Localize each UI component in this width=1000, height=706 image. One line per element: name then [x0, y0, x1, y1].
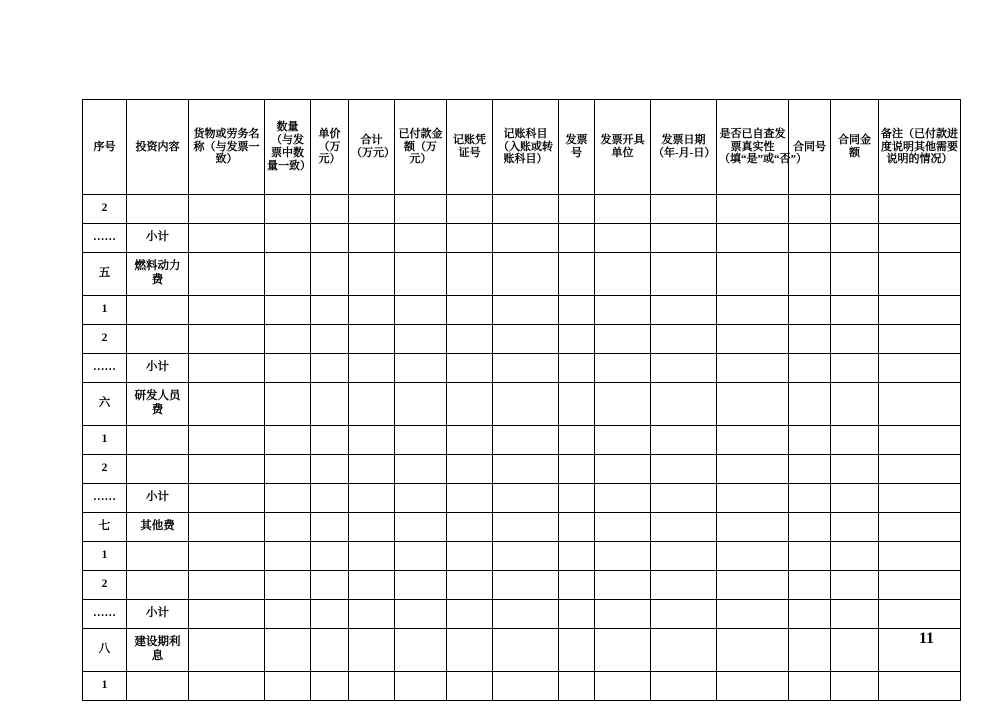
table-cell — [265, 253, 311, 296]
table-cell — [349, 354, 395, 383]
table-cell-investment-content: 小计 — [127, 354, 189, 383]
table-cell — [717, 354, 789, 383]
table-cell — [879, 571, 961, 600]
table-cell — [831, 484, 879, 513]
table-cell — [651, 600, 717, 629]
table-cell — [559, 426, 595, 455]
table-cell — [717, 253, 789, 296]
table-cell-index: 六 — [83, 383, 127, 426]
table-cell-index: 2 — [83, 571, 127, 600]
table-cell — [349, 600, 395, 629]
column-header-account-subject: 记账科目（入账或转账科目） — [493, 100, 559, 195]
table-cell — [559, 600, 595, 629]
table-cell — [395, 672, 447, 701]
table-cell — [559, 455, 595, 484]
table-cell — [493, 629, 559, 672]
table-cell — [717, 542, 789, 571]
table-cell — [595, 571, 651, 600]
table-cell — [395, 600, 447, 629]
table-cell — [189, 542, 265, 571]
table-cell-investment-content: 小计 — [127, 484, 189, 513]
table-cell — [831, 426, 879, 455]
table-row — [83, 571, 961, 600]
table-cell — [595, 426, 651, 455]
table-cell — [559, 672, 595, 701]
table-cell — [311, 325, 349, 354]
table-cell — [595, 354, 651, 383]
table-cell — [189, 253, 265, 296]
table-cell — [595, 455, 651, 484]
table-cell — [447, 672, 493, 701]
table-cell — [559, 629, 595, 672]
table-cell — [651, 455, 717, 484]
table-cell — [493, 325, 559, 354]
table-cell-index: 1 — [83, 542, 127, 571]
table-cell — [349, 253, 395, 296]
table-cell-investment-content — [127, 571, 189, 600]
table-cell — [447, 383, 493, 426]
table-cell — [349, 672, 395, 701]
table-cell-investment-content — [127, 672, 189, 701]
table-cell — [651, 542, 717, 571]
table-cell — [265, 426, 311, 455]
table-cell — [717, 571, 789, 600]
table-cell-index: 七 — [83, 513, 127, 542]
table-cell — [189, 195, 265, 224]
table-cell — [717, 325, 789, 354]
table-cell — [311, 426, 349, 455]
table-cell — [493, 513, 559, 542]
table-cell — [447, 455, 493, 484]
table-cell — [311, 224, 349, 253]
table-cell — [265, 571, 311, 600]
table-cell — [879, 672, 961, 701]
table-cell-index: 2 — [83, 195, 127, 224]
table-cell — [559, 224, 595, 253]
table-cell — [447, 224, 493, 253]
table-cell — [831, 195, 879, 224]
table-cell — [595, 629, 651, 672]
table-header-row — [83, 100, 961, 195]
table-cell — [879, 224, 961, 253]
table-cell — [831, 513, 879, 542]
table-cell — [311, 571, 349, 600]
table-cell — [559, 296, 595, 325]
table-cell — [651, 629, 717, 672]
table-cell — [447, 484, 493, 513]
page-number: 11 — [918, 630, 934, 647]
table-cell — [831, 354, 879, 383]
table-cell — [189, 571, 265, 600]
table-cell — [879, 455, 961, 484]
column-header-invoice-date: 发票日期（年-月-日） — [651, 100, 717, 195]
table-cell-index: 2 — [83, 325, 127, 354]
table-cell-investment-content — [127, 296, 189, 325]
table-cell — [311, 484, 349, 513]
table-cell — [651, 354, 717, 383]
table-cell — [559, 542, 595, 571]
table-cell — [879, 354, 961, 383]
table-cell — [789, 426, 831, 455]
table-cell — [447, 325, 493, 354]
table-cell — [493, 600, 559, 629]
table-cell — [493, 224, 559, 253]
table-cell — [395, 542, 447, 571]
table-cell — [831, 542, 879, 571]
table-cell — [789, 513, 831, 542]
table-row — [83, 224, 961, 253]
table-cell — [717, 426, 789, 455]
table-cell-investment-content: 小计 — [127, 224, 189, 253]
table-cell — [651, 325, 717, 354]
table-cell — [717, 195, 789, 224]
table-cell — [717, 224, 789, 253]
table-cell — [349, 629, 395, 672]
table-cell — [559, 383, 595, 426]
table-cell — [265, 629, 311, 672]
table-cell — [595, 253, 651, 296]
table-cell — [311, 296, 349, 325]
table-cell — [447, 600, 493, 629]
table-cell-index: 五 — [83, 253, 127, 296]
table-cell — [651, 195, 717, 224]
table-cell — [447, 571, 493, 600]
table-cell-investment-content — [127, 455, 189, 484]
table-cell — [831, 296, 879, 325]
table-cell — [879, 513, 961, 542]
table-cell — [651, 484, 717, 513]
table-cell-index: …… — [83, 484, 127, 513]
table-cell — [595, 484, 651, 513]
table-cell — [789, 253, 831, 296]
column-header-remarks: 备注（已付款进度说明其他需要说明的情况） — [879, 100, 961, 195]
table-cell — [265, 600, 311, 629]
table-row — [83, 253, 961, 296]
table-cell-investment-content — [127, 426, 189, 455]
table-cell — [189, 513, 265, 542]
table-cell — [311, 354, 349, 383]
table-cell — [651, 253, 717, 296]
table-cell — [349, 426, 395, 455]
table-cell — [651, 571, 717, 600]
table-cell — [493, 542, 559, 571]
table-cell — [717, 296, 789, 325]
table-cell — [189, 455, 265, 484]
table-cell — [789, 542, 831, 571]
table-cell — [831, 253, 879, 296]
table-cell — [651, 426, 717, 455]
table-cell — [395, 571, 447, 600]
table-cell — [349, 296, 395, 325]
table-cell — [651, 383, 717, 426]
table-cell — [789, 296, 831, 325]
table-cell — [493, 672, 559, 701]
column-header-quantity: 数量（与发票中数量一致） — [265, 100, 311, 195]
table-cell — [311, 513, 349, 542]
table-row — [83, 195, 961, 224]
table-cell — [651, 513, 717, 542]
table-cell-investment-content: 建设期利息 — [127, 629, 189, 672]
table-cell — [559, 484, 595, 513]
table-cell — [879, 383, 961, 426]
table-cell-investment-content — [127, 195, 189, 224]
column-header-contract-amount: 合同金额 — [831, 100, 879, 195]
table-row — [83, 542, 961, 571]
table-cell — [559, 253, 595, 296]
table-cell — [265, 513, 311, 542]
table-cell-index: 1 — [83, 296, 127, 325]
table-cell — [559, 513, 595, 542]
table-cell — [493, 571, 559, 600]
table-cell — [831, 672, 879, 701]
table-cell-investment-content — [127, 542, 189, 571]
table-cell — [717, 513, 789, 542]
table-cell-investment-content: 研发人员费 — [127, 383, 189, 426]
column-header-invoice-issuer: 发票开具单位 — [595, 100, 651, 195]
table-cell — [831, 325, 879, 354]
table-cell — [349, 325, 395, 354]
table-cell-index: 八 — [83, 629, 127, 672]
table-cell — [789, 354, 831, 383]
table-cell — [595, 224, 651, 253]
table-cell — [349, 513, 395, 542]
table-cell — [311, 383, 349, 426]
table-cell — [717, 484, 789, 513]
table-cell — [831, 455, 879, 484]
table-cell — [311, 253, 349, 296]
table-cell — [265, 542, 311, 571]
table-cell — [189, 224, 265, 253]
table-cell — [789, 629, 831, 672]
table-cell-index: 1 — [83, 426, 127, 455]
table-cell — [493, 253, 559, 296]
table-cell — [789, 571, 831, 600]
table-cell — [395, 224, 447, 253]
table-cell — [717, 600, 789, 629]
table-row — [83, 455, 961, 484]
table-cell — [559, 571, 595, 600]
table-cell — [879, 253, 961, 296]
table-cell — [789, 325, 831, 354]
table-cell — [265, 195, 311, 224]
table-cell — [265, 224, 311, 253]
table-cell — [189, 426, 265, 455]
table-cell — [349, 224, 395, 253]
column-header-unit-price: 单价（万元） — [311, 100, 349, 195]
table-cell — [311, 600, 349, 629]
table-cell — [395, 195, 447, 224]
table-cell — [447, 542, 493, 571]
table-cell — [717, 383, 789, 426]
table-cell — [349, 484, 395, 513]
table-cell — [447, 296, 493, 325]
table-cell — [717, 629, 789, 672]
table-cell — [595, 672, 651, 701]
table-cell — [559, 354, 595, 383]
table-cell-index: …… — [83, 354, 127, 383]
column-header-goods-or-service-name: 货物或劳务名称（与发票一致） — [189, 100, 265, 195]
table-cell — [789, 672, 831, 701]
table-cell — [311, 195, 349, 224]
table-cell — [879, 600, 961, 629]
table-cell-investment-content: 小计 — [127, 600, 189, 629]
table-body — [83, 195, 961, 701]
table-cell — [395, 296, 447, 325]
table-cell — [595, 542, 651, 571]
table-cell — [311, 672, 349, 701]
table-cell — [493, 296, 559, 325]
table-cell-investment-content: 燃料动力费 — [127, 253, 189, 296]
table-cell — [189, 600, 265, 629]
table-cell — [265, 325, 311, 354]
table-cell — [717, 672, 789, 701]
table-cell — [493, 383, 559, 426]
table-cell-index: 1 — [83, 672, 127, 701]
table-cell — [493, 426, 559, 455]
table-cell — [789, 224, 831, 253]
table-cell — [831, 571, 879, 600]
table-cell — [189, 325, 265, 354]
table-cell — [349, 383, 395, 426]
table-row — [83, 672, 961, 701]
table-cell — [447, 253, 493, 296]
table-cell — [651, 296, 717, 325]
table-row — [83, 484, 961, 513]
investment-detail-table — [82, 99, 961, 701]
table-cell — [651, 224, 717, 253]
table-cell — [395, 426, 447, 455]
column-header-paid-amount: 已付款金额（万元） — [395, 100, 447, 195]
table-cell — [651, 672, 717, 701]
table-cell — [879, 296, 961, 325]
table-cell — [559, 325, 595, 354]
table-cell — [595, 296, 651, 325]
table-cell — [879, 484, 961, 513]
table-cell — [395, 629, 447, 672]
table-cell — [395, 513, 447, 542]
table-cell — [189, 672, 265, 701]
table-row — [83, 354, 961, 383]
table-cell — [831, 600, 879, 629]
table-cell — [395, 484, 447, 513]
table-cell — [311, 629, 349, 672]
table-cell-investment-content: 其他费 — [127, 513, 189, 542]
table-cell — [559, 195, 595, 224]
column-header-invoice-verified: 是否已自查发票真实性（填“是”或“否”） — [717, 100, 789, 195]
table-cell — [879, 195, 961, 224]
table-row — [83, 325, 961, 354]
table-cell — [789, 195, 831, 224]
table-row — [83, 296, 961, 325]
table-header — [83, 100, 961, 195]
table-cell — [831, 224, 879, 253]
table-row — [83, 629, 961, 672]
table-cell — [349, 571, 395, 600]
table-cell — [717, 455, 789, 484]
table-cell — [311, 542, 349, 571]
table-cell — [265, 672, 311, 701]
table-cell — [493, 195, 559, 224]
table-row — [83, 600, 961, 629]
table-cell — [789, 455, 831, 484]
table-cell — [265, 296, 311, 325]
table-cell — [189, 629, 265, 672]
column-header-investment-content: 投资内容 — [127, 100, 189, 195]
table-cell — [493, 455, 559, 484]
table-cell — [595, 325, 651, 354]
table-cell — [879, 426, 961, 455]
table-cell — [447, 513, 493, 542]
table-cell — [349, 542, 395, 571]
table-row — [83, 513, 961, 542]
table-cell — [265, 354, 311, 383]
table-cell — [265, 484, 311, 513]
table-cell — [879, 542, 961, 571]
table-cell — [349, 455, 395, 484]
column-header-total: 合计（万元） — [349, 100, 395, 195]
table-cell — [395, 354, 447, 383]
table-cell — [189, 354, 265, 383]
table-cell — [395, 253, 447, 296]
column-header-voucher-number: 记账凭证号 — [447, 100, 493, 195]
table-cell — [395, 383, 447, 426]
table-cell-index: …… — [83, 600, 127, 629]
table-cell — [595, 383, 651, 426]
table-cell — [447, 426, 493, 455]
table-cell — [189, 484, 265, 513]
table-cell — [789, 600, 831, 629]
table-cell — [789, 484, 831, 513]
table-row — [83, 383, 961, 426]
table-cell — [595, 513, 651, 542]
column-header-index: 序号 — [83, 100, 127, 195]
column-header-invoice-number: 发票号 — [559, 100, 595, 195]
table-cell — [447, 629, 493, 672]
table-cell — [395, 455, 447, 484]
table-cell — [265, 383, 311, 426]
column-header-contract-number: 合同号 — [789, 100, 831, 195]
table-cell — [493, 354, 559, 383]
table-cell — [189, 296, 265, 325]
table-cell — [395, 325, 447, 354]
table-cell — [189, 383, 265, 426]
table-cell — [831, 629, 879, 672]
table-cell-index: …… — [83, 224, 127, 253]
table-cell — [447, 354, 493, 383]
table-row — [83, 426, 961, 455]
table-cell — [265, 455, 311, 484]
table-cell-index: 2 — [83, 455, 127, 484]
table-cell — [789, 383, 831, 426]
table-cell — [349, 195, 395, 224]
table-cell — [595, 195, 651, 224]
table-cell — [831, 383, 879, 426]
table-cell — [493, 484, 559, 513]
table-cell — [879, 325, 961, 354]
table-cell-investment-content — [127, 325, 189, 354]
table-cell — [311, 455, 349, 484]
table-cell — [595, 600, 651, 629]
table-cell — [447, 195, 493, 224]
